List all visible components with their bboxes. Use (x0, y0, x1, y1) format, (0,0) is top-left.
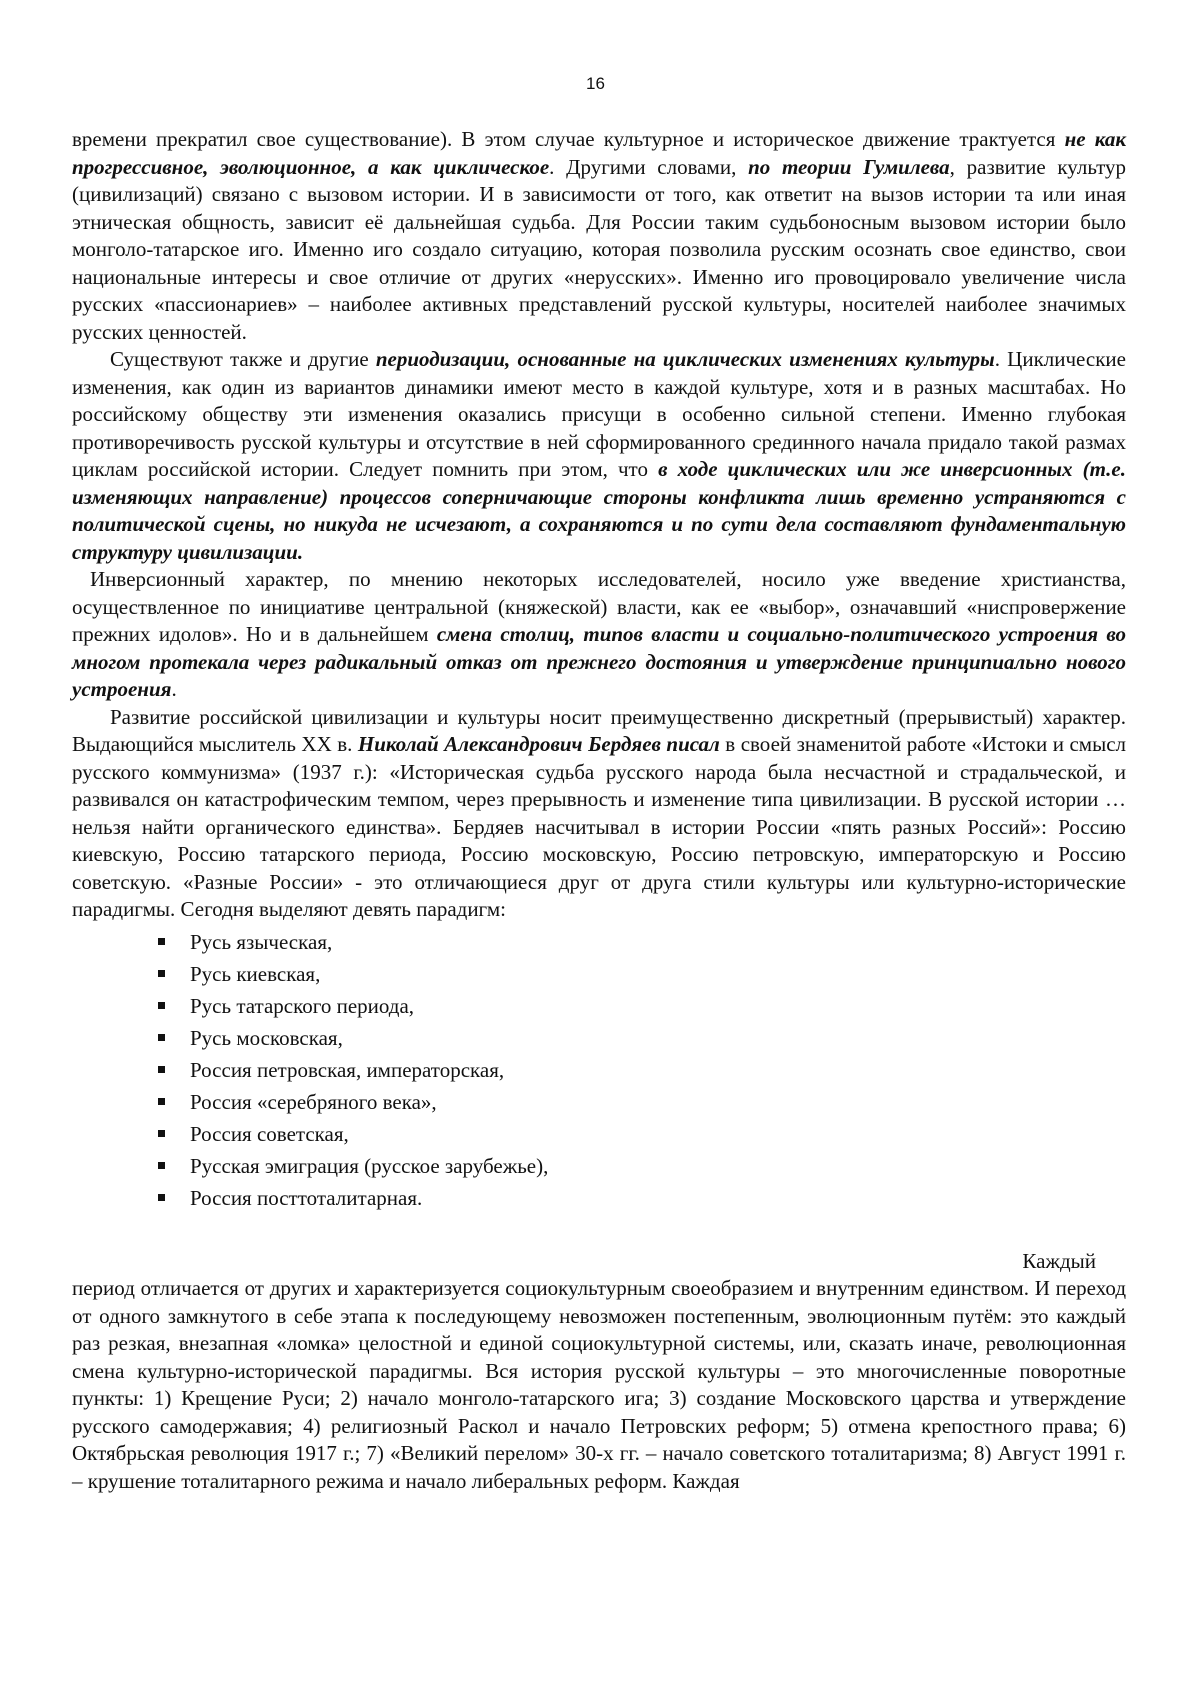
paragraph-turning-points: период отличается от других и характеризуется социокультурным своеобразием и внутренним единством. И переход от одного замкнутого в себе этапа к последующему невозможен постепенным, эволюционным путём: это каждый раз резкая, внезапная «ломка» целостной и единой социокультурной системы, или, сказать иначе, революционная смена культурно-исторической парадигмы. Вся история русской культуры – это многочисленные поворотные пункты: 1) Крещение Руси; 2) начало монголо-татарского ига; 3) создание Московского царства и утверждение русского самодержавия; 4) религиозный Раскол и начало Петровских реформ; 5) отмена крепостного права; 6) Октябрьская революция 1917 г.; 7) «Великий перелом» 30-х гг. – начало советского тоталитаризма; 8) Август 1991 г. – крушение тоталитарного режима и начало либеральных реформ. Каждая (72, 1276, 1126, 1493)
emphasis-run: по теории Гумилева (748, 154, 950, 179)
paragraph-cyclical-gumilev (72, 126, 1126, 346)
paradigm-list (72, 926, 1126, 1214)
list-item: Русь московская, (156, 1022, 1126, 1054)
paragraph-periodizations (72, 346, 1126, 566)
text-run: Существуют также и другие (110, 347, 376, 371)
text-run: , развитие культур (цивилизаций) связано с вызовом истории. И в зависимости от того, как ответит на вызов истории та или иная этническая общность, зависит её дальнейшая судьба. Для России таким судьбоносным вызовом истории было монголо-татарское иго. Именно иго создало ситуацию, которая позволила русским осознать свое единство, свои национальные интересы и свое отличие от других «нерусских». Именно иго провоцировало увеличение числа русских «пассионариев» – наиболее активных представлений русской культуры, носителей наиболее значимых русских ценностей. (72, 154, 1127, 344)
text-run: Инверсионный характер, по мнению некоторых исследователей, носило уже введение христианства, осуществленное по инициативе центральной (княжеской) власти, как ее «выбор», означавший «ниспровержение прежних идолов». Но и в дальнейшем (72, 567, 1126, 646)
emphasis-run: в ходе циклических или же инверсионных (т.е. изменяющих направление) процессов соперничающие стороны конфликта лишь временно устраняются с политической сцены, но никуда не исчезают, а сохраняются и по сути дела составляют фундаментальную структуру цивилизации. (72, 457, 1126, 564)
text-run: . Другими словами, (549, 154, 749, 179)
paragraph-inversion (72, 566, 1126, 704)
emphasis-run: смена столиц, типов власти и социально-политического устроения во многом протекала через радикальный отказ от прежнего достояния и утверждение принципиально нового устроения (72, 622, 1126, 701)
paragraph-berdyaev (72, 704, 1126, 924)
text-run: . (171, 677, 177, 701)
paragraph-lead-word: Каждый (1022, 1248, 1096, 1273)
list-item: Россия «серебряного века», (156, 1086, 1126, 1118)
text-run: Развитие российской цивилизации и культуры носит преимущественно дискретный (прерывистый) характер. Выдающийся мыслитель XX в. (72, 704, 1126, 756)
list-item: Русская эмиграция (русское зарубежье), (156, 1150, 1126, 1182)
list-item: Россия советская, (156, 1118, 1126, 1150)
emphasis-run: не как прогрессивное, эволюционное, а как циклическое (72, 127, 1126, 179)
text-run: времени прекратил свое существование). В этом случае культурное и историческое движение трактуется (72, 127, 1065, 151)
list-item: Русь киевская, (156, 958, 1126, 990)
emphasis-run: периодизации, основанные на циклических изменениях культуры (375, 347, 995, 371)
page-body (72, 126, 1126, 1495)
text-run: . Циклические изменения, как один из вариантов динамики имеют место в каждой культуре, хотя и в разных масштабах. Но российскому обществу эти изменения оказались присущи в особенно сильной степени. Именно глубокая противоречивость русской культуры и отсутствие в ней сформированного срединного начала придало такой размах циклам российской истории. Следует помнить при этом, что (72, 347, 1126, 481)
emphasis-run: Николай Александрович Бердяев писал (357, 732, 720, 756)
list-item: Россия посттоталитарная. (156, 1182, 1126, 1214)
text-run: в своей знаменитой работе «Истоки и смысл русского коммунизма» (1937 г.): «Историческая судьба русского народа была несчастной и страдальческой, и развивался он катастрофическим темпом, через прерывность и изменение типа цивилизации. В русской истории … нельзя найти органического единства». Бердяев насчитывал в истории России «пять разных Россий»: Россию киевскую, Россию татарского периода, Россию московскую, Россию петровскую, императорскую и Россию советскую. «Разные России» - это отличающиеся друг от друга стили культуры или культурно-исторические парадигмы. Сегодня выделяют девять парадигм: (72, 732, 1126, 921)
list-item: Русь языческая, (156, 926, 1126, 958)
list-item: Русь татарского периода, (156, 990, 1126, 1022)
list-item: Россия петровская, императорская, (156, 1054, 1126, 1086)
page-number: 16 (586, 74, 605, 93)
